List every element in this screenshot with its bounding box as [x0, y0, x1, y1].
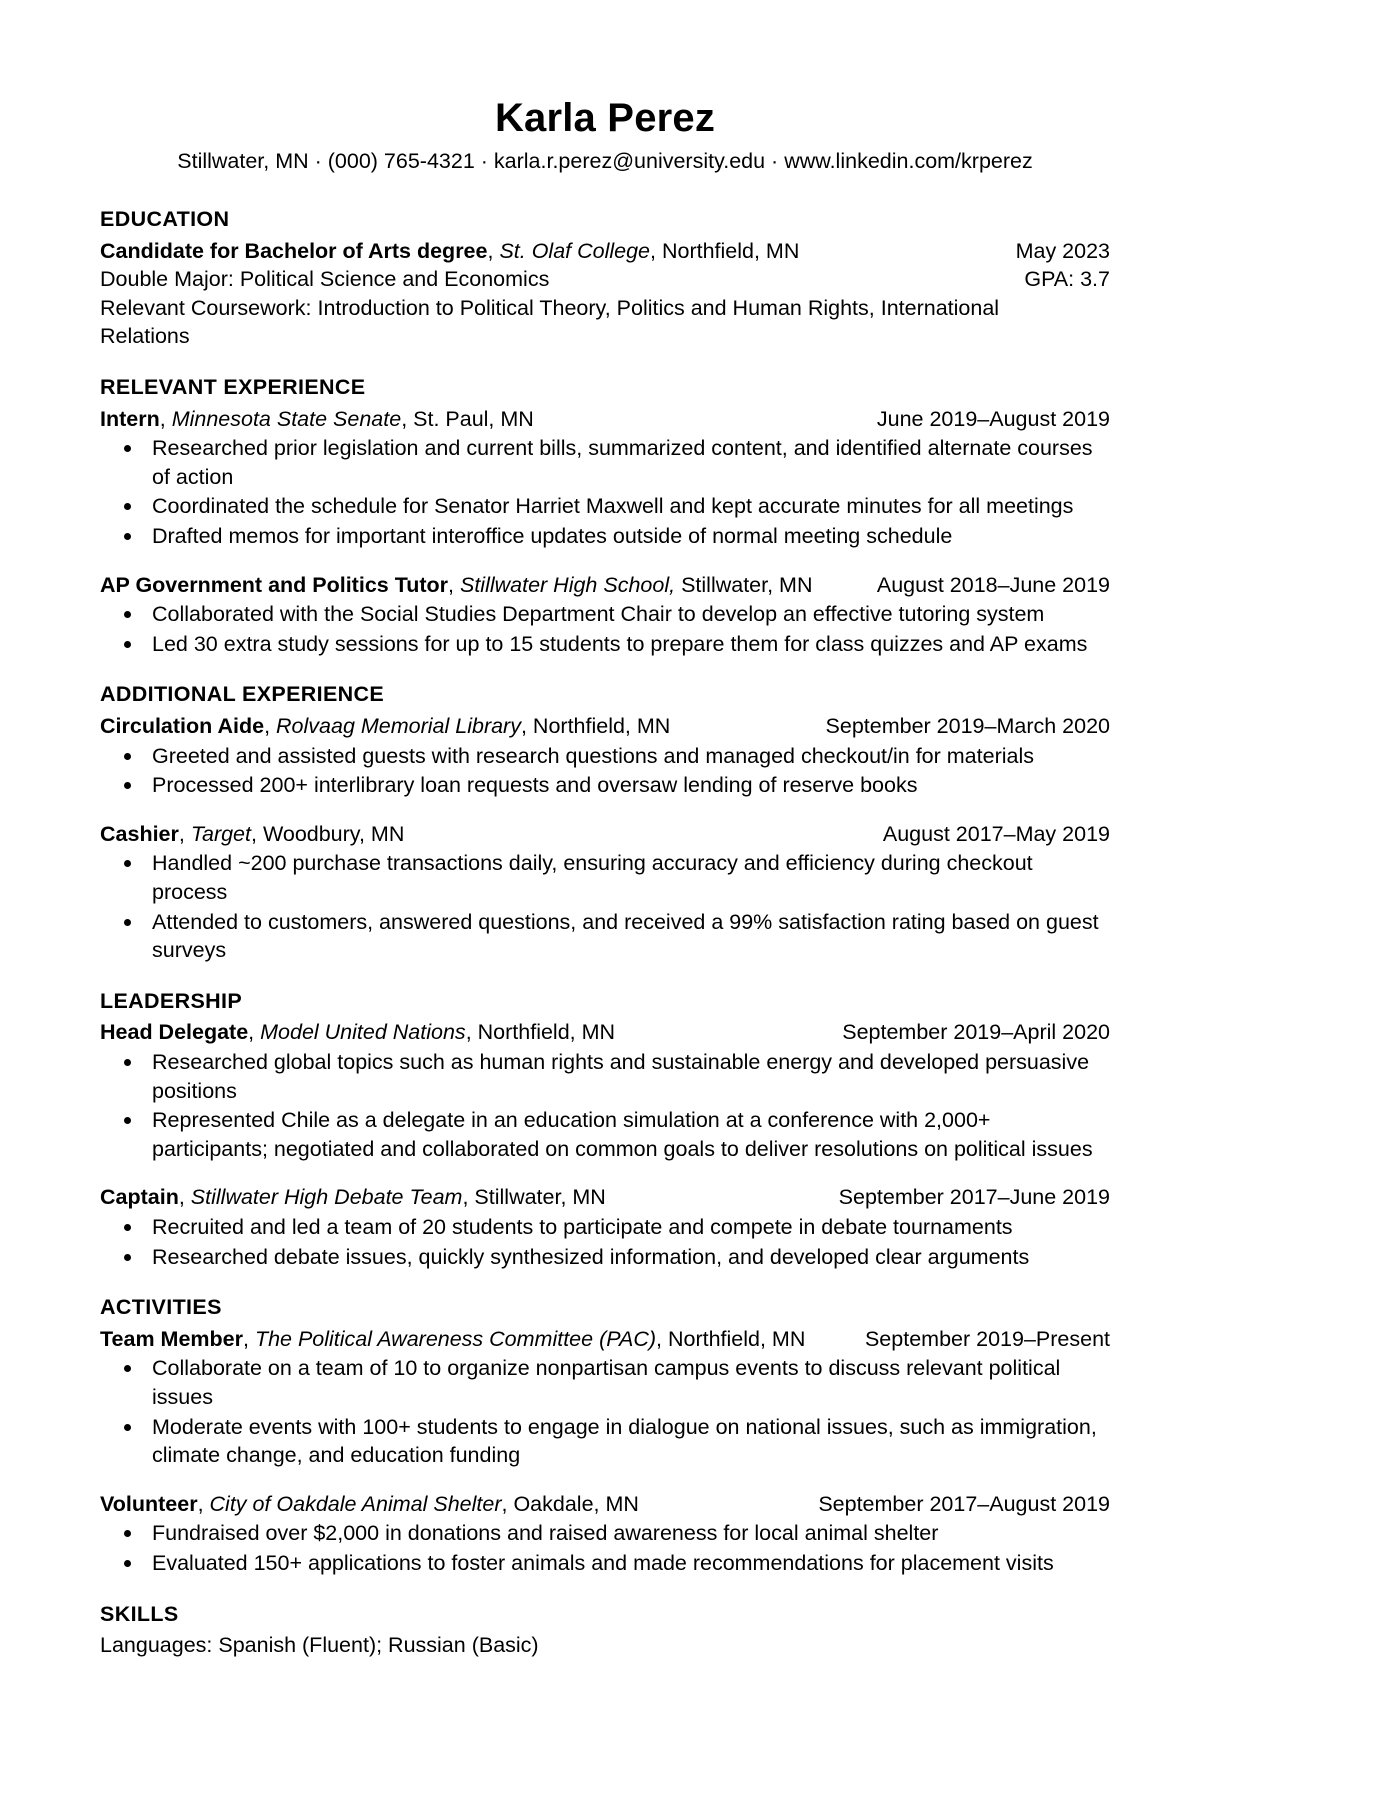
bullet-list: [100, 1354, 1110, 1469]
entry-role: Cashier: [100, 821, 179, 846]
bullet-item: Led 30 extra study sessions for up to 15 students to prepare them for class quizzes and AP exams: [100, 630, 1110, 659]
entry-subline: [100, 265, 1110, 294]
entry-separator: ,: [465, 1020, 478, 1045]
entry-separator: ,: [462, 1185, 475, 1210]
candidate-name: Karla Perez: [494, 96, 716, 140]
bullet-list: [100, 434, 1110, 550]
entry-date: September 2019–April 2020: [842, 1020, 1110, 1045]
bullet-item: Researched debate issues, quickly synthesized information, and developed clear arguments: [100, 1243, 1110, 1272]
bullet-item: Moderate events with 100+ students to engage in dialogue on national issues, such as immigration, climate change, and education funding: [100, 1413, 1110, 1470]
entry-date: September 2017–June 2019: [838, 1185, 1110, 1210]
bullet-item: Recruited and led a team of 20 students to participate and compete in debate tournaments: [100, 1213, 1110, 1242]
bullet-item: Represented Chile as a delegate in an education simulation at a conference with 2,000+ participants; negotiated and collaborated on common goals to deliver resolutions on political issues: [100, 1106, 1110, 1163]
entry-header: [100, 712, 1110, 741]
entry-role: Intern: [100, 406, 160, 431]
resume-entry: [100, 820, 1110, 965]
entry-location: Stillwater, MN: [474, 1185, 606, 1210]
entry-role: Volunteer: [100, 1491, 198, 1516]
entry-title-line: [100, 820, 863, 849]
bullet-list: [100, 600, 1110, 658]
subline-value: GPA: 3.7: [1024, 267, 1110, 292]
entry-date: August 2018–June 2019: [876, 572, 1110, 597]
entry-separator: ,: [264, 713, 277, 738]
entry-separator: ,: [197, 1491, 210, 1516]
bullet-list: [100, 1519, 1110, 1577]
entry-separator: ,: [251, 821, 263, 846]
resume-entry: [100, 1325, 1110, 1470]
resume-entry: [100, 1018, 1110, 1163]
entry-date: September 2019–March 2020: [825, 713, 1110, 738]
section-heading: EDUCATION: [100, 206, 230, 231]
entry-separator: ,: [448, 572, 460, 597]
bullet-item: Coordinated the schedule for Senator Harriet Maxwell and kept accurate minutes for all meetings: [100, 492, 1110, 521]
bullet-list: [100, 1213, 1110, 1271]
bullet-item: Handled ~200 purchase transactions daily, ensuring accuracy and efficiency during checkout process: [100, 849, 1110, 906]
resume-section: [100, 1293, 1110, 1577]
entry-separator: ,: [242, 1326, 255, 1351]
entry-separator: ,: [178, 1185, 191, 1210]
bullet-list: [100, 742, 1110, 800]
entry-subline: [100, 1631, 1110, 1660]
resume-entry: [100, 237, 1110, 351]
resume-entry: [100, 1183, 1110, 1271]
bullet-item: Drafted memos for important interoffice updates outside of normal meeting schedule: [100, 522, 1110, 551]
entry-location: Northfield, MN: [532, 713, 671, 738]
entry-role: Head Delegate: [100, 1020, 249, 1045]
entry-title-line: [100, 405, 857, 434]
entry-header: [100, 1183, 1110, 1212]
entry-date: August 2017–May 2019: [882, 821, 1110, 846]
bullet-item: Fundraised over $2,000 in donations and raised awareness for local animal shelter: [100, 1519, 1110, 1548]
entry-title-line: [100, 1183, 819, 1212]
bullet-list: [100, 849, 1110, 964]
bullet-item: Greeted and assisted guests with research questions and managed checkout/in for materials: [100, 742, 1110, 771]
entry-location: Northfield, MN: [661, 238, 800, 263]
entry-location: Northfield, MN: [477, 1020, 616, 1045]
entry-role: Candidate for Bachelor of Arts degree: [100, 238, 488, 263]
entry-location: St. Paul, MN: [413, 406, 534, 431]
resume-entry: [100, 1490, 1110, 1578]
entry-subline: [100, 294, 1110, 351]
bullet-item: Attended to customers, answered questions, and received a 99% satisfaction rating based on guest surveys: [100, 908, 1110, 965]
entry-date: June 2019–August 2019: [876, 406, 1110, 431]
entry-separator: ,: [501, 1491, 514, 1516]
resume-entry: [100, 571, 1110, 659]
entry-organization: St. Olaf College: [499, 238, 651, 263]
section-heading: RELEVANT EXPERIENCE: [100, 374, 366, 399]
entry-header: [100, 820, 1110, 849]
entry-location: Northfield, MN: [667, 1326, 806, 1351]
resume-entry: [100, 405, 1110, 551]
entry-header: [100, 1490, 1110, 1519]
entry-separator: ,: [520, 713, 533, 738]
entry-separator: ,: [656, 1326, 668, 1351]
entry-role: Team Member: [100, 1326, 243, 1351]
entry-role: Captain: [100, 1185, 179, 1210]
bullet-item: Evaluated 150+ applications to foster animals and made recommendations for placement visits: [100, 1549, 1110, 1578]
bullet-item: Collaborated with the Social Studies Department Chair to develop an effective tutoring system: [100, 600, 1110, 629]
entry-separator: ,: [159, 406, 172, 431]
subline-text: Double Major: Political Science and Economics: [100, 267, 550, 292]
entry-separator: ,: [178, 821, 191, 846]
entry-organization: Minnesota State Senate: [171, 406, 402, 431]
section-heading: ACTIVITIES: [100, 1295, 222, 1320]
entry-title-line: [100, 1325, 845, 1354]
entry-separator: ,: [650, 238, 662, 263]
section-heading: ADDITIONAL EXPERIENCE: [100, 682, 385, 707]
bullet-list: [100, 1048, 1110, 1163]
bullet-item: Researched prior legislation and current bills, summarized content, and identified alternate courses of action: [100, 434, 1110, 491]
resume-entry: [100, 1631, 1110, 1660]
entry-separator: ,: [401, 406, 414, 431]
bullet-item: Researched global topics such as human rights and sustainable energy and developed persuasive positions: [100, 1048, 1110, 1105]
entry-organization: City of Oakdale Animal Shelter: [209, 1491, 502, 1516]
subline-text: Languages: Spanish (Fluent); Russian (Basic): [100, 1633, 539, 1658]
entry-date: May 2023: [1015, 238, 1110, 263]
resume-section: [100, 987, 1110, 1271]
entry-organization: Target: [190, 821, 251, 846]
entry-organization: The Political Awareness Committee (PAC): [254, 1326, 657, 1351]
entry-location: Oakdale, MN: [513, 1491, 639, 1516]
entry-separator: ,: [248, 1020, 261, 1045]
resume-section: [100, 1600, 1110, 1660]
entry-header: [100, 237, 1110, 266]
entry-location: Stillwater, MN: [681, 572, 813, 597]
entry-organization: Model United Nations: [260, 1020, 466, 1045]
entry-title-line: [100, 237, 996, 266]
resume-document: [100, 96, 1110, 1660]
subline-text: Relevant Coursework: Introduction to Political Theory, Politics and Human Rights, International Relations: [100, 295, 1000, 349]
bullet-item: Collaborate on a team of 10 to organize nonpartisan campus events to discuss relevant political issues: [100, 1354, 1110, 1411]
entry-separator: ,: [487, 238, 500, 263]
entry-title-line: [100, 712, 806, 741]
entry-role: AP Government and Politics Tutor: [100, 572, 449, 597]
resume-section: [100, 205, 1110, 351]
entry-location: Woodbury, MN: [262, 821, 405, 846]
section-heading: SKILLS: [100, 1601, 179, 1626]
entry-header: [100, 405, 1110, 434]
resume-section: [100, 373, 1110, 658]
entry-header: [100, 571, 1110, 600]
entry-date: September 2019–Present: [864, 1326, 1110, 1351]
resume-sections: [100, 205, 1110, 1660]
entry-date: September 2017–August 2019: [818, 1491, 1110, 1516]
bullet-item: Processed 200+ interlibrary loan requests and oversaw lending of reserve books: [100, 771, 1110, 800]
entry-organization: Stillwater High School,: [459, 572, 676, 597]
entry-header: [100, 1325, 1110, 1354]
resume-section: [100, 680, 1110, 964]
entry-organization: Rolvaag Memorial Library: [276, 713, 521, 738]
section-heading: LEADERSHIP: [100, 988, 243, 1013]
resume-entry: [100, 712, 1110, 800]
entry-organization: Stillwater High Debate Team: [190, 1185, 463, 1210]
entry-role: Circulation Aide: [100, 713, 265, 738]
entry-title-line: [100, 1018, 822, 1047]
entry-title-line: [100, 571, 857, 600]
contact-line: Stillwater, MN · (000) 765-4321 · karla.r.perez@university.edu · www.linkedin.com/krperez: [177, 149, 1033, 173]
entry-title-line: [100, 1490, 798, 1519]
entry-header: [100, 1018, 1110, 1047]
